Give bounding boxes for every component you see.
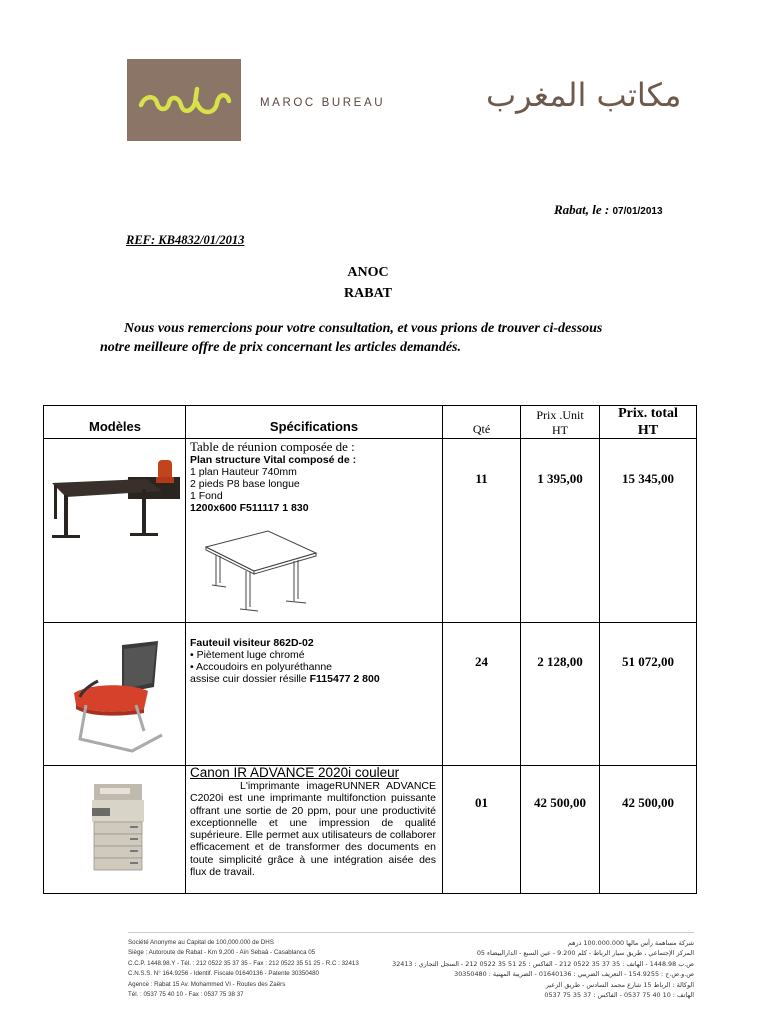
total-ht: HT xyxy=(637,423,659,438)
spec-line: 1 Fond xyxy=(190,490,223,502)
footer-line: المركز الإجتماعي ، طريق سيار الرباط - كلم 9.200 - عين السبع - الدارالبيضاء 05 xyxy=(476,949,694,958)
footer-line: الوكالة : الرباط 15 شارع محمد السادس - طريق الزعير xyxy=(545,980,694,989)
recipient-name: ANOC xyxy=(347,265,389,280)
footer-line: ص.ب 1448.98 - الهاتف : 35 37 35 0522 212 - الفاكس : 25 51 35 0522 212 - السجل التجاري : 32413 xyxy=(392,959,694,968)
column-header-unit-price xyxy=(521,408,599,438)
footer-line: الهاتف : 10 40 75 0537 - الفاكس : 37 35 75 0537 xyxy=(544,991,694,1000)
brand-name: MAROC BUREAU xyxy=(260,97,386,109)
spec-title: Table de réunion composée de : xyxy=(190,439,355,454)
total-label: Prix. total xyxy=(618,406,678,421)
meeting-table-image xyxy=(50,455,183,547)
recipient-city: RABAT xyxy=(344,286,392,301)
date-label: Rabat, le : xyxy=(554,202,610,217)
column-header-specifications: Spécifications xyxy=(269,419,359,434)
unit-price-ht: HT xyxy=(552,423,568,437)
spec-code: F115477 2 800 xyxy=(309,673,380,685)
reference-number: REF: KB4832/01/2013 xyxy=(126,233,245,247)
date-value: 07/01/2013 xyxy=(612,206,663,217)
footer-line: C.N.S.S. N° 164.9256 - Identif. Fiscale 01640136 - Patente 30350480 xyxy=(128,970,319,978)
footer-line: Siège : Autoroute de Rabat - Km 9,200 - Aïn Sebaâ - Casablanca 05 xyxy=(128,949,316,957)
unit-price-cell: 1 395,00 xyxy=(537,471,583,486)
total-cell: 42 500,00 xyxy=(622,795,674,810)
column-header-models: Modèles xyxy=(88,419,141,434)
spec-line: 1 plan Hauteur 740mm xyxy=(190,466,297,478)
qty-cell: 11 xyxy=(475,471,488,486)
unit-price-cell: 42 500,00 xyxy=(534,795,586,810)
visitor-chair-image xyxy=(70,635,180,755)
spec-title: Canon IR ADVANCE 2020i couleur xyxy=(190,765,400,780)
spec-description: L'imprimante imageRUNNER ADVANCE C2020i est une imprimante multifonction puissante offrant une sortie de 20 ppm, pour une productivité exceptionnelle et une impression de qualité supérieure. Elle permet aux utilisateurs de collaborer efficacement et de transformer des documents en toute simplicité grâce à une intégration aisée des flux de travail. xyxy=(190,780,436,879)
unit-price-label: Prix .Unit xyxy=(536,408,584,422)
table-drawing-image xyxy=(198,525,320,615)
total-cell: 51 072,00 xyxy=(622,654,674,669)
footer-divider xyxy=(128,932,694,933)
spec-line: • Accoudoirs en polyuréthanne xyxy=(190,661,333,673)
footer-company-info xyxy=(128,938,418,1000)
spec-line: assise cuir dossier résille xyxy=(190,673,310,685)
company-logo xyxy=(127,59,241,141)
spec-subtitle: Fauteuil visiteur 862D-02 xyxy=(190,637,314,649)
intro-paragraph xyxy=(100,319,660,357)
footer-company-info-arabic xyxy=(392,938,694,1000)
date-line xyxy=(554,202,663,218)
unit-price-cell: 2 128,00 xyxy=(537,654,583,669)
column-header-qty: Qté xyxy=(472,422,491,436)
footer-line: Agence : Rabat 15 Av. Mohammed VI - Routes des Zaërs xyxy=(128,980,286,988)
spec-code: 1200x600 F511117 1 830 xyxy=(190,502,309,514)
brand-name-arabic: مكاتب المغرب xyxy=(486,76,682,114)
intro-line-2: notre meilleure offre de prix concernant les articles demandés. xyxy=(100,340,461,355)
footer-line: Tél. : 0537 75 40 10 - Fax : 0537 75 38 37 xyxy=(128,991,244,999)
column-header-total xyxy=(600,405,696,439)
total-cell: 15 345,00 xyxy=(622,471,674,486)
spec-cell-row-1 xyxy=(190,440,440,514)
footer-line: Société Anonyme au Capital de 100,000.000 de DHS xyxy=(128,939,274,946)
spec-cell-row-2 xyxy=(190,637,440,685)
footer-line: شركة مساهمة رأس مالها 100.000.000 درهم xyxy=(567,939,694,947)
footer-line: ص.و.ض.ج : 154.9255 - التعريف الضريبي : 01640136 - الضريبة المهنية : 30350480 xyxy=(454,970,694,979)
qty-cell: 24 xyxy=(475,654,488,669)
spec-line: • Piètement luge chromé xyxy=(190,649,305,661)
copier-image xyxy=(90,782,146,874)
spec-line: 2 pieds P8 base longue xyxy=(190,478,300,490)
intro-line-1: Nous vous remercions pour votre consultation, et vous prions de trouver ci-dessous xyxy=(124,321,603,336)
qty-cell: 01 xyxy=(475,795,488,810)
spec-subtitle: Plan structure Vital composé de : xyxy=(190,454,357,466)
footer-line: C.C.P. 1448.98.Y - Tél. : 212 0522 35 37 35 - Fax : 212 0522 35 51 25 - R.C : 32413 xyxy=(128,959,359,967)
